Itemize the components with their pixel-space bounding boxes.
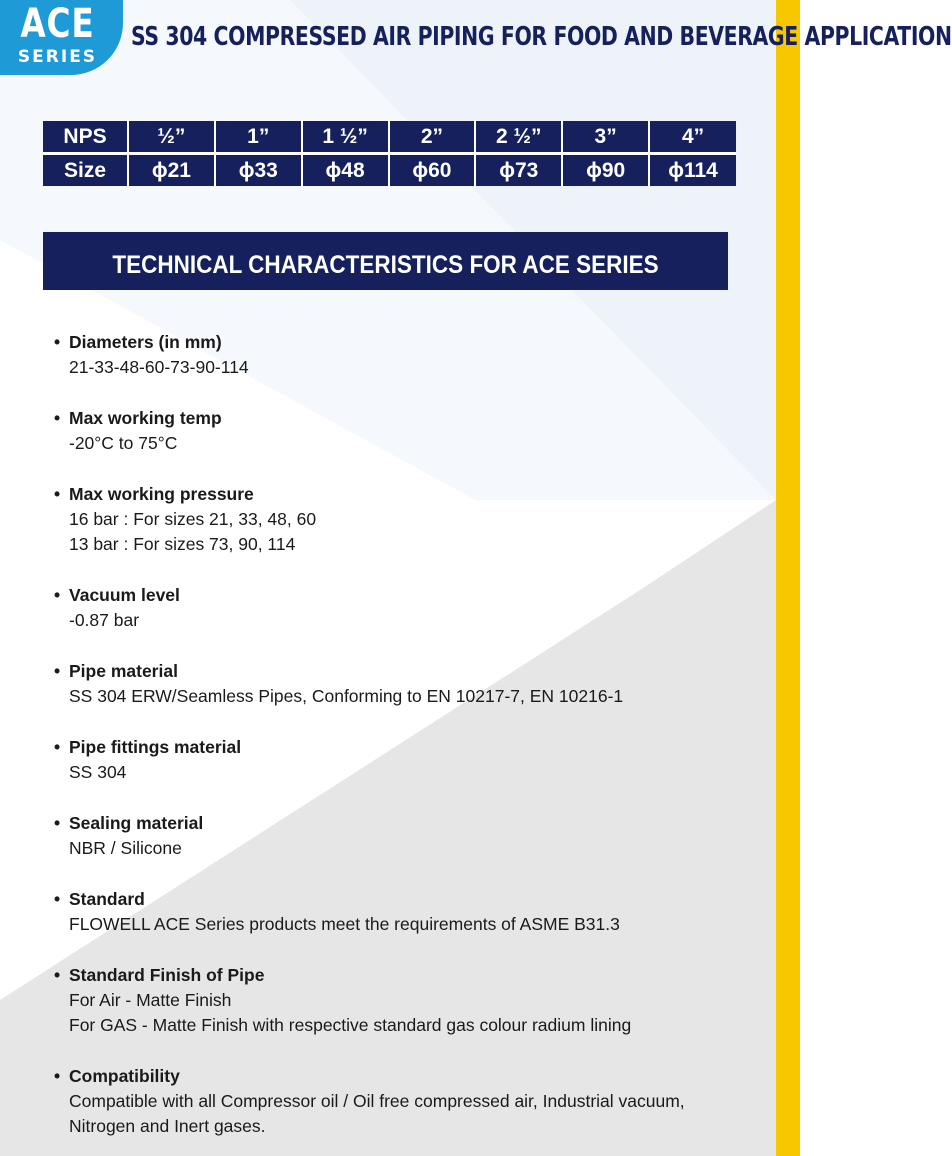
spec-title: Vacuum level (69, 585, 180, 605)
size-cell: ɸ90 (562, 154, 649, 187)
size-cell: ɸ114 (649, 154, 736, 187)
size-cell: ɸ48 (302, 154, 389, 187)
nps-size-table (43, 121, 736, 186)
nps-row (43, 121, 736, 154)
spec-standard (54, 887, 764, 937)
nps-cell: 1” (215, 121, 302, 154)
nps-cell: 1 ½” (302, 121, 389, 154)
spec-max-pressure (54, 482, 764, 557)
spec-title: Pipe material (69, 661, 178, 681)
spec-title: Sealing material (69, 813, 204, 833)
spec-value: SS 304 (69, 762, 127, 782)
spec-title: Diameters (in mm) (69, 332, 222, 352)
spec-value: -20°C to 75°C (69, 433, 178, 453)
ace-series-logo (0, 0, 123, 75)
nps-cell: 2” (389, 121, 476, 154)
bullet-icon: • (54, 408, 61, 428)
spec-title: Max working temp (69, 408, 222, 428)
size-row (43, 154, 736, 187)
logo-series-text: SERIES (17, 47, 98, 67)
size-cell: ɸ60 (389, 154, 476, 187)
spec-finish (54, 963, 764, 1038)
spec-value: 16 bar : For sizes 21, 33, 48, 60 (69, 509, 317, 529)
spec-value: SS 304 ERW/Seamless Pipes, Conforming to EN 10217-7, EN 10216-1 (69, 686, 624, 706)
spec-value: For GAS - Matte Finish with respective standard gas colour radium lining (69, 1015, 632, 1035)
spec-value: Nitrogen and Inert gases. (69, 1116, 266, 1136)
nps-cell: 3” (562, 121, 649, 154)
spec-title: Pipe fittings material (69, 737, 242, 757)
spec-value: NBR / Silicone (69, 838, 182, 858)
nps-cell: 4” (649, 121, 736, 154)
spec-value: Compatible with all Compressor oil / Oil free compressed air, Industrial vacuum, (69, 1091, 685, 1111)
bullet-icon: • (54, 332, 61, 352)
spec-diameters (54, 330, 764, 380)
section-heading (43, 232, 728, 290)
nps-label: NPS (43, 121, 128, 154)
spec-value: For Air - Matte Finish (69, 990, 232, 1010)
bullet-icon: • (54, 1066, 61, 1086)
spec-value: FLOWELL ACE Series products meet the requirements of ASME B31.3 (69, 914, 620, 934)
spec-title: Standard (69, 889, 145, 909)
spec-vacuum-level (54, 583, 764, 633)
size-cell: ɸ21 (128, 154, 215, 187)
accent-bar (776, 0, 800, 1156)
bullet-icon: • (54, 661, 61, 681)
spec-title: Standard Finish of Pipe (69, 965, 265, 985)
spec-fittings-material (54, 735, 764, 785)
spec-value: -0.87 bar (69, 610, 140, 630)
spec-title: Compatibility (69, 1066, 180, 1086)
section-heading-text: TECHNICAL CHARACTERISTICS FOR ACE SERIES (112, 251, 659, 279)
bullet-icon: • (54, 965, 61, 985)
spec-max-temp (54, 406, 764, 456)
logo-ace-text: ACE (20, 1, 95, 47)
bullet-icon: • (54, 484, 61, 504)
nps-cell: ½” (128, 121, 215, 154)
size-cell: ɸ33 (215, 154, 302, 187)
bullet-icon: • (54, 737, 61, 757)
size-label: Size (43, 154, 128, 187)
spec-compatibility (54, 1064, 764, 1139)
spec-value: 21-33-48-60-73-90-114 (69, 357, 249, 377)
page-title: SS 304 COMPRESSED AIR PIPING FOR FOOD AND BEVERAGE APPLICATION (131, 22, 952, 52)
spec-value: 13 bar : For sizes 73, 90, 114 (69, 534, 296, 554)
spec-pipe-material (54, 659, 764, 709)
nps-cell: 2 ½” (475, 121, 562, 154)
size-cell: ɸ73 (475, 154, 562, 187)
bullet-icon: • (54, 813, 61, 833)
bullet-icon: • (54, 889, 61, 909)
spec-title: Max working pressure (69, 484, 254, 504)
bullet-icon: • (54, 585, 61, 605)
spec-sealing-material (54, 811, 764, 861)
